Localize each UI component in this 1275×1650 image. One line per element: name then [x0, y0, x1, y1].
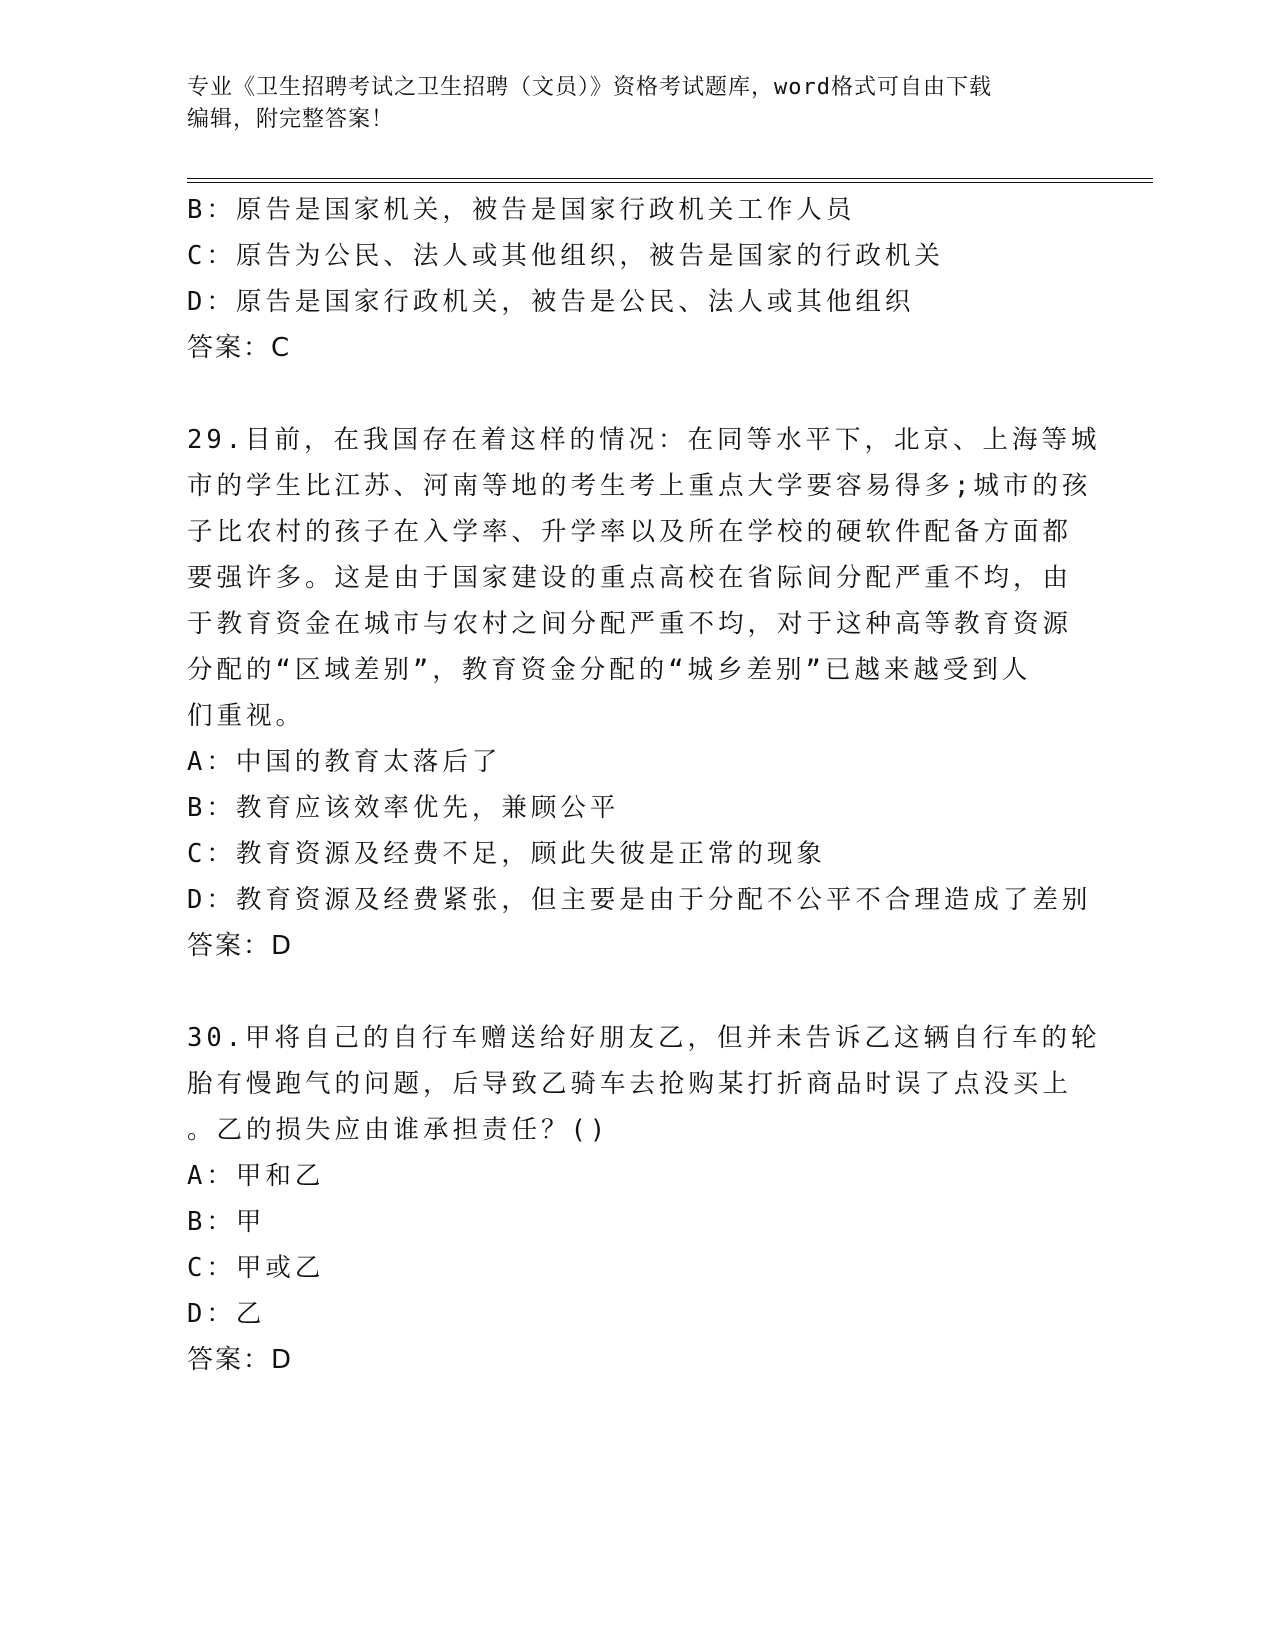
- q30-option-c: C：甲或乙: [187, 1253, 325, 1283]
- q29-stem-line: 于教育资金在城市与农村之间分配严重不均，对于这种高等教育资源: [187, 609, 1073, 639]
- header-title-line-1: 专业《卫生招聘考试之卫生招聘（文员）》资格考试题库，word格式可自由下载: [187, 75, 992, 100]
- header-title-line-2: 编辑，附完整答案！: [187, 107, 395, 132]
- header-double-rule: [187, 178, 1153, 183]
- q30-option-a: A：甲和乙: [187, 1161, 325, 1191]
- q30-option-b: B：甲: [187, 1207, 266, 1237]
- question-content: [187, 187, 1101, 1383]
- q29-stem-line: 们重视。: [187, 701, 306, 731]
- q30-stem-line: 。乙的损失应由谁承担责任？(): [187, 1115, 610, 1145]
- q28-option-d: D：原告是国家行政机关，被告是公民、法人或其他组织: [187, 287, 915, 317]
- q30-stem: [187, 1015, 1101, 1153]
- question-spacer: [187, 371, 1087, 417]
- document-header: [187, 72, 1087, 136]
- q30-answer: 答案：D: [187, 1345, 294, 1375]
- q28-option-b: B：原告是国家机关，被告是国家行政机关工作人员: [187, 195, 856, 225]
- q29-stem-line: 29.目前，在我国存在着这样的情况：在同等水平下，北京、上海等城: [187, 425, 1101, 455]
- q30-stem-line: 胎有慢跑气的问题，后导致乙骑车去抢购某打折商品时误了点没买上: [187, 1069, 1073, 1099]
- question-29: [187, 417, 1101, 969]
- question-30: [187, 1015, 1101, 1383]
- q28-option-c: C：原告为公民、法人或其他组织，被告是国家的行政机关: [187, 241, 944, 271]
- q29-option-d: D：教育资源及经费紧张，但主要是由于分配不公平不合理造成了差别: [187, 885, 1092, 915]
- q28-answer: 答案：C: [187, 333, 292, 363]
- q29-stem-line: 市的学生比江苏、河南等地的考生考上重点大学要容易得多;城市的孩: [187, 471, 1092, 501]
- question-spacer: [187, 969, 1087, 1015]
- q30-option-d: D：乙: [187, 1299, 266, 1329]
- q29-stem: [187, 417, 1101, 739]
- q29-answer: 答案：D: [187, 931, 294, 961]
- q29-stem-line: 分配的“区域差别”，教育资金分配的“城乡差别”已越来越受到人: [187, 655, 1032, 685]
- q30-stem-line: 30.甲将自己的自行车赠送给好朋友乙，但并未告诉乙这辆自行车的轮: [187, 1023, 1101, 1053]
- q29-option-b: B：教育应该效率优先，兼顾公平: [187, 793, 620, 823]
- q29-option-a: A：中国的教育太落后了: [187, 747, 502, 777]
- q29-stem-line: 子比农村的孩子在入学率、升学率以及所在学校的硬软件配备方面都: [187, 517, 1073, 547]
- q29-stem-line: 要强许多。这是由于国家建设的重点高校在省际间分配严重不均，由: [187, 563, 1073, 593]
- q29-option-c: C：教育资源及经费不足，顾此失彼是正常的现象: [187, 839, 826, 869]
- question-28: [187, 187, 1087, 371]
